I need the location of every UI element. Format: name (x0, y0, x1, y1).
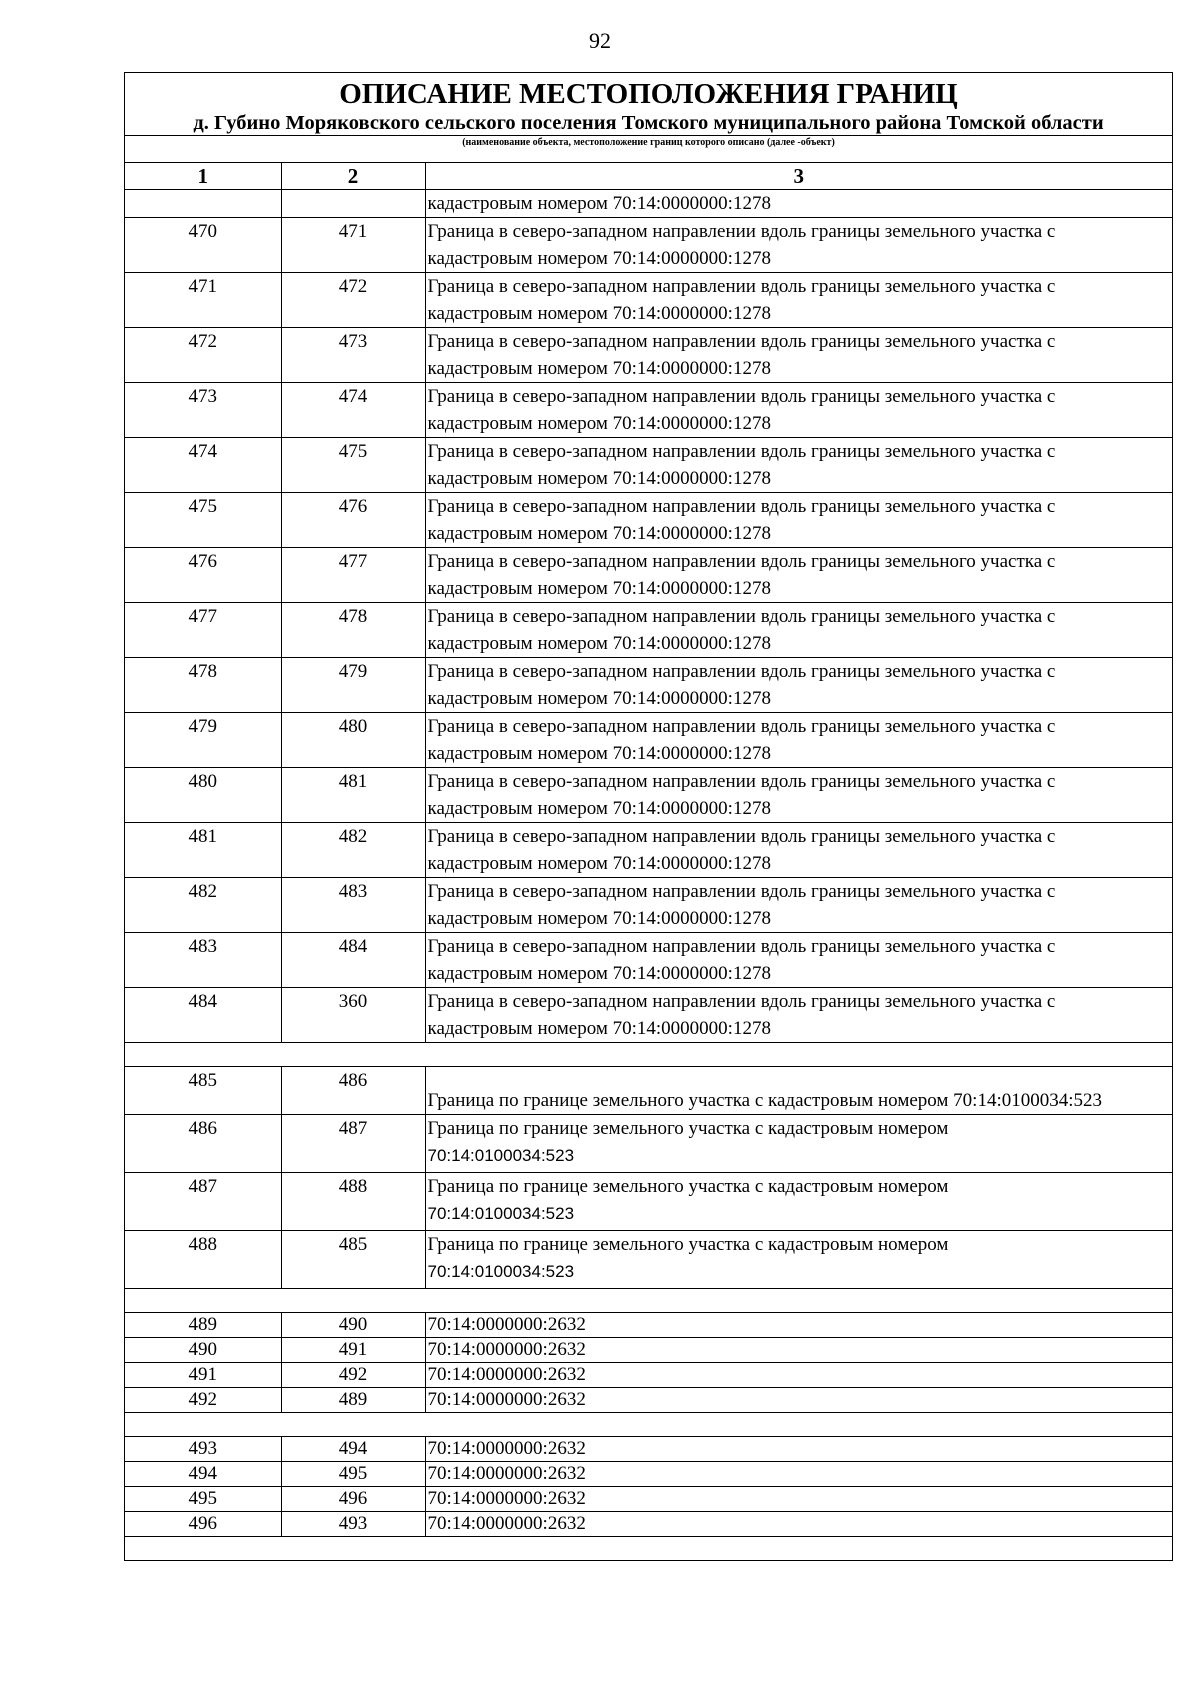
from-point-cell: 495 (125, 1487, 281, 1512)
table-row (125, 218, 1172, 273)
description-line: Граница в северо-западном направлении вдоль границы земельного участка с (427, 221, 1056, 242)
to-point-cell: 493 (281, 1512, 425, 1537)
description-line: Граница в северо-западном направлении вдоль границы земельного участка с (427, 991, 1056, 1012)
table-row (125, 823, 1172, 878)
from-point-cell: 489 (125, 1313, 281, 1338)
to-point-cell: 492 (281, 1363, 425, 1388)
table-row (125, 713, 1172, 768)
from-point-cell: 483 (125, 933, 281, 988)
group-separator-row (125, 1289, 1172, 1313)
description-line: Граница в северо-западном направлении вдоль границы земельного участка с (427, 331, 1056, 352)
description-cell: 70:14:0000000:2632 (425, 1313, 1172, 1338)
description-cell: 70:14:0000000:2632 (425, 1388, 1172, 1413)
description-line: Граница в северо-западном направлении вдоль границы земельного участка с (427, 826, 1056, 847)
to-point-cell: 476 (281, 493, 425, 548)
description-line: кадастровым номером 70:14:0000000:1278 (427, 468, 771, 489)
description-cell (425, 878, 1172, 933)
table-row (125, 1437, 1172, 1462)
description-cell (425, 988, 1172, 1043)
to-point-cell: 487 (281, 1115, 425, 1173)
description-line: Граница в северо-западном направлении вдоль границы земельного участка с (427, 551, 1056, 572)
object-note: (наименование объекта, местоположение границ которого описано (далее -объект) (462, 137, 835, 148)
description-line: Граница в северо-западном направлении вдоль границы земельного участка с (427, 716, 1056, 737)
to-point-cell: 489 (281, 1388, 425, 1413)
description-line: кадастровым номером 70:14:0000000:1278 (427, 303, 771, 324)
to-point-cell: 475 (281, 438, 425, 493)
description-line: Граница по границе земельного участка с кадастровым номером (427, 1176, 949, 1197)
table-row (125, 438, 1172, 493)
to-point-cell: 481 (281, 768, 425, 823)
separator-cell (125, 1289, 1172, 1313)
from-point-cell: 473 (125, 383, 281, 438)
from-point-cell (125, 190, 281, 218)
from-point-cell: 484 (125, 988, 281, 1043)
table-row (125, 1512, 1172, 1537)
document-subtitle: д. Губино Моряковского сельского поселения Томского муниципального района Томской области (193, 112, 1104, 134)
description-line: кадастровым номером 70:14:0000000:1278 (427, 523, 771, 544)
description-cell (425, 823, 1172, 878)
to-point-cell: 484 (281, 933, 425, 988)
to-point-cell: 490 (281, 1313, 425, 1338)
to-point-cell: 483 (281, 878, 425, 933)
description-line: кадастровым номером 70:14:0000000:1278 (427, 358, 771, 379)
from-point-cell: 494 (125, 1462, 281, 1487)
description-line: Граница в северо-западном направлении вдоль границы земельного участка с (427, 496, 1056, 517)
from-point-cell: 490 (125, 1338, 281, 1363)
description-line: 70:14:0100034:523 (427, 1146, 575, 1165)
from-point-cell: 476 (125, 548, 281, 603)
description-line: 70:14:0100034:523 (427, 1262, 575, 1281)
to-point-cell: 478 (281, 603, 425, 658)
table-row (125, 1313, 1172, 1338)
from-point-cell: 479 (125, 713, 281, 768)
from-point-cell: 482 (125, 878, 281, 933)
description-line: Граница в северо-западном направлении вдоль границы земельного участка с (427, 661, 1056, 682)
description-line: Граница в северо-западном направлении вдоль границы земельного участка с (427, 936, 1056, 957)
table-row (125, 658, 1172, 713)
description-cell: 70:14:0000000:2632 (425, 1512, 1172, 1537)
description-cell (425, 658, 1172, 713)
table-row (125, 933, 1172, 988)
column-header: 2 (281, 163, 425, 190)
table-row (125, 768, 1172, 823)
description-line: Граница в северо-западном направлении вдоль границы земельного участка с (427, 606, 1056, 627)
description-cell (425, 328, 1172, 383)
description-cell (425, 933, 1172, 988)
table-row (125, 1338, 1172, 1363)
from-point-cell: 478 (125, 658, 281, 713)
description-cell (425, 548, 1172, 603)
description-line: кадастровым номером 70:14:0000000:1278 (427, 578, 771, 599)
description-line: Граница в северо-западном направлении вдоль границы земельного участка с (427, 276, 1056, 297)
from-point-cell: 481 (125, 823, 281, 878)
description-line: кадастровым номером 70:14:0000000:1278 (427, 688, 771, 709)
description-cell (425, 383, 1172, 438)
from-point-cell: 493 (125, 1437, 281, 1462)
to-point-cell: 360 (281, 988, 425, 1043)
from-point-cell: 472 (125, 328, 281, 383)
table-row (125, 603, 1172, 658)
description-cell (425, 1231, 1172, 1289)
from-point-cell: 477 (125, 603, 281, 658)
page-number: 92 (589, 28, 611, 53)
description-line: Граница в северо-западном направлении вдоль границы земельного участка с (427, 771, 1056, 792)
description-cell (425, 218, 1172, 273)
description-line: Граница по границе земельного участка с кадастровым номером (427, 1234, 949, 1255)
description-cell (425, 1067, 1172, 1115)
table-row (125, 273, 1172, 328)
description-cell (425, 438, 1172, 493)
column-header: 1 (125, 163, 281, 190)
to-point-cell: 473 (281, 328, 425, 383)
table-row (125, 493, 1172, 548)
column-header: 3 (425, 163, 1172, 190)
from-point-cell: 487 (125, 1173, 281, 1231)
to-point-cell: 495 (281, 1462, 425, 1487)
boundary-table (125, 163, 1172, 1560)
document-title: ОПИСАНИЕ МЕСТОПОЛОЖЕНИЯ ГРАНИЦ (339, 78, 958, 110)
from-point-cell: 496 (125, 1512, 281, 1537)
separator-cell (125, 1413, 1172, 1437)
description-line: Граница в северо-западном направлении вдоль границы земельного участка с (427, 441, 1056, 462)
table-row (125, 1173, 1172, 1231)
to-point-cell: 488 (281, 1173, 425, 1231)
from-point-cell: 491 (125, 1363, 281, 1388)
description-line: кадастровым номером 70:14:0000000:1278 (427, 743, 771, 764)
table-row (125, 988, 1172, 1043)
to-point-cell (281, 190, 425, 218)
description-line: кадастровым номером 70:14:0000000:1278 (427, 798, 771, 819)
description-line: 70:14:0100034:523 (427, 1204, 575, 1223)
table-row (125, 1462, 1172, 1487)
table-row (125, 1388, 1172, 1413)
description-cell (425, 713, 1172, 768)
description-cell (425, 493, 1172, 548)
from-point-cell: 475 (125, 493, 281, 548)
table-row (125, 878, 1172, 933)
description-cell (425, 273, 1172, 328)
table-row (125, 1231, 1172, 1289)
boundary-description-table (124, 72, 1173, 1561)
group-separator-row (125, 1537, 1172, 1561)
to-point-cell: 491 (281, 1338, 425, 1363)
to-point-cell: 480 (281, 713, 425, 768)
group-separator-row (125, 1413, 1172, 1437)
from-point-cell: 488 (125, 1231, 281, 1289)
from-point-cell: 486 (125, 1115, 281, 1173)
from-point-cell: 474 (125, 438, 281, 493)
to-point-cell: 474 (281, 383, 425, 438)
group-separator-row (125, 1043, 1172, 1067)
table-row (125, 1115, 1172, 1173)
description-cell: 70:14:0000000:2632 (425, 1338, 1172, 1363)
to-point-cell: 494 (281, 1437, 425, 1462)
table-row (125, 383, 1172, 438)
description-line: Граница по границе земельного участка с кадастровым номером 70:14:0100034:523 (427, 1090, 1103, 1111)
description-cell: 70:14:0000000:2632 (425, 1487, 1172, 1512)
to-point-cell: 496 (281, 1487, 425, 1512)
description-line: Граница в северо-западном направлении вдоль границы земельного участка с (427, 881, 1056, 902)
description-cell (425, 1115, 1172, 1173)
table-row (125, 1363, 1172, 1388)
description-line: кадастровым номером 70:14:0000000:1278 (427, 908, 771, 929)
description-line: Граница в северо-западном направлении вдоль границы земельного участка с (427, 386, 1056, 407)
from-point-cell: 485 (125, 1067, 281, 1115)
to-point-cell: 472 (281, 273, 425, 328)
from-point-cell: 480 (125, 768, 281, 823)
table-row (125, 190, 1172, 218)
description-cell (425, 1173, 1172, 1231)
from-point-cell: 471 (125, 273, 281, 328)
description-cell (425, 768, 1172, 823)
from-point-cell: 492 (125, 1388, 281, 1413)
table-row (125, 548, 1172, 603)
description-line: кадастровым номером 70:14:0000000:1278 (427, 248, 771, 269)
description-cell: 70:14:0000000:2632 (425, 1462, 1172, 1487)
description-line: кадастровым номером 70:14:0000000:1278 (427, 853, 771, 874)
document-header (125, 73, 1172, 163)
description-line: кадастровым номером 70:14:0000000:1278 (427, 633, 771, 654)
description-cell: 70:14:0000000:2632 (425, 1437, 1172, 1462)
object-note-row (125, 135, 1172, 162)
description-cell: 70:14:0000000:2632 (425, 1363, 1172, 1388)
to-point-cell: 482 (281, 823, 425, 878)
description-line: кадастровым номером 70:14:0000000:1278 (427, 1018, 771, 1039)
to-point-cell: 477 (281, 548, 425, 603)
description-cell (425, 603, 1172, 658)
from-point-cell: 470 (125, 218, 281, 273)
table-row (125, 1487, 1172, 1512)
table-row (125, 1067, 1172, 1115)
table-row (125, 328, 1172, 383)
description-line: кадастровым номером 70:14:0000000:1278 (427, 413, 771, 434)
separator-cell (125, 1537, 1172, 1561)
to-point-cell: 486 (281, 1067, 425, 1115)
to-point-cell: 471 (281, 218, 425, 273)
description-line: Граница по границе земельного участка с кадастровым номером (427, 1118, 949, 1139)
to-point-cell: 485 (281, 1231, 425, 1289)
column-header-row (125, 163, 1172, 190)
description-line: кадастровым номером 70:14:0000000:1278 (427, 963, 771, 984)
description-cell: кадастровым номером 70:14:0000000:1278 (425, 190, 1172, 218)
to-point-cell: 479 (281, 658, 425, 713)
separator-cell (125, 1043, 1172, 1067)
